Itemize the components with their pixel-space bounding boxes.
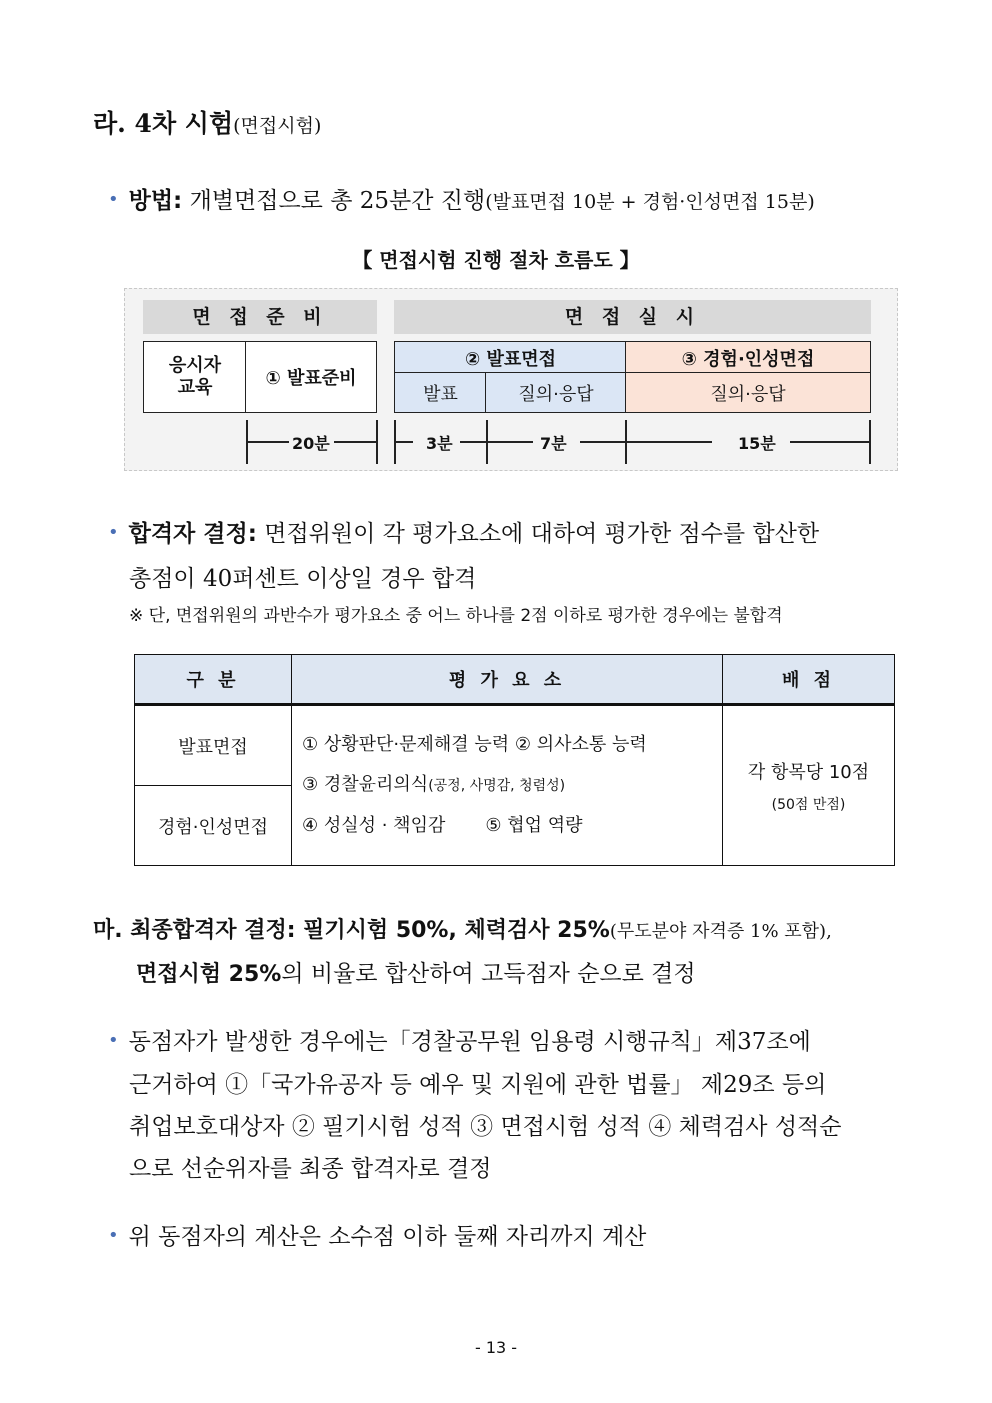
- item-line: ④ 성실성 · 책임감 ⑤ 협업 역량: [302, 815, 583, 836]
- page-number: - 13 -: [474, 1338, 518, 1357]
- score-sub: (50점 만점): [771, 796, 846, 813]
- header-elements: 평 가 요 소: [292, 655, 723, 705]
- method-label: 방법:: [128, 188, 183, 214]
- method-line: [108, 182, 815, 215]
- pass-text-1: 면접위원이 각 평가요소에 대하여 평가한 점수를 합산한: [256, 521, 820, 547]
- timeline-tick: [376, 420, 378, 464]
- table-row: [135, 705, 895, 786]
- bullet-dot-icon: •: [108, 1225, 119, 1246]
- pass-label: 합격자 결정:: [128, 521, 257, 547]
- score-main: 각 항목당 10점: [747, 761, 870, 783]
- section-la-subtitle: (면접시험): [233, 115, 322, 137]
- section-ma-line-1: [93, 913, 832, 944]
- time-present: 3분: [426, 434, 453, 453]
- score-cell: [723, 705, 895, 866]
- section-ma-line-2: [136, 955, 696, 988]
- time-prep: 20분: [292, 434, 330, 453]
- method-detail: (발표면접 10분 + 경험·인성면접 15분): [485, 191, 815, 213]
- tie-text-3: 취업보호대상자 ② 필기시험 성적 ③ 면접시험 성적 ④ 체력검사 성적순: [129, 1114, 842, 1140]
- section-ma-title: 마. 최종합격자 결정: 필기시험 50%, 체력검사 25%: [93, 918, 610, 943]
- evaluation-items: [292, 705, 723, 866]
- timeline-line: [790, 441, 869, 443]
- cell-presentation-interview: ② 발표면접: [394, 341, 627, 374]
- section-la-heading: [93, 104, 321, 140]
- cell-orientation: 응시자 교육: [143, 341, 247, 413]
- pass-note: ※ 단, 면접위원의 과반수가 평가요소 중 어느 하나를 2점 이하로 평가한 경우에는 불합격: [129, 606, 783, 626]
- bullet-dot-icon: •: [108, 1030, 119, 1051]
- evaluation-table: [134, 654, 895, 866]
- item-line: ① 상황판단·문제해결 능력 ② 의사소통 능력: [302, 734, 647, 755]
- timeline-tick: [869, 420, 871, 464]
- section-la-title: 라. 4차 시험: [93, 109, 234, 138]
- method-text: 개별면접으로 총 25분간 진행: [182, 188, 486, 214]
- exec-header: 면 접 실 시: [394, 300, 871, 334]
- flow-title: 【 면접시험 진행 절차 흐름도 】: [352, 248, 640, 272]
- row-presentation: 발표면접: [135, 705, 292, 786]
- table-header-row: [135, 655, 895, 705]
- cell-experience-interview: ③ 경험·인성면접: [625, 341, 871, 374]
- row-experience: 경험·인성면접: [135, 786, 292, 866]
- pass-line-1: [108, 515, 819, 548]
- item-line: [302, 765, 721, 806]
- timeline-line: [460, 441, 486, 443]
- section-ma-interview: 면접시험 25%: [136, 962, 282, 987]
- cell-qa-experience: 질의·응답: [625, 372, 871, 413]
- timeline-line: [487, 441, 533, 443]
- timeline-line: [395, 441, 413, 443]
- tie-text-2: 근거하여 ①「국가유공자 등 예우 및 지원에 관한 법률」 제29조 등의: [129, 1072, 827, 1098]
- time-qa2: 15분: [738, 434, 776, 453]
- item-ethics-detail: (공정, 사명감, 청렴성): [428, 778, 566, 794]
- section-ma-suffix: (무도분야 자격증 1% 포함),: [609, 921, 832, 942]
- tie-text-1: 동점자가 발생한 경우에는「경찰공무원 임용령 시행규칙」제37조에: [128, 1029, 811, 1055]
- tie-line-1: [108, 1023, 811, 1056]
- prep-header: 면 접 준 비: [143, 300, 377, 334]
- calc-text: 위 동점자의 계산은 소수점 이하 둘째 자리까지 계산: [128, 1224, 647, 1250]
- bullet-dot-icon: •: [108, 189, 119, 210]
- timeline-line: [247, 441, 289, 443]
- section-ma-rest: 의 비율로 합산하여 고득점자 순으로 결정: [281, 961, 696, 987]
- cell-prep: ① 발표준비: [245, 341, 377, 413]
- bullet-dot-icon: •: [108, 522, 119, 543]
- header-score: 배 점: [723, 655, 895, 705]
- tie-text-4: 으로 선순위자를 최종 합격자로 결정: [129, 1156, 492, 1182]
- time-qa1: 7분: [540, 434, 567, 453]
- header-category: 구 분: [135, 655, 292, 705]
- timeline-line: [626, 441, 712, 443]
- timeline-line: [580, 441, 625, 443]
- calc-line: [108, 1218, 646, 1251]
- cell-qa-presentation: 질의·응답: [485, 372, 627, 413]
- cell-present: 발표: [394, 372, 487, 413]
- item-ethics: ③ 경찰윤리의식: [302, 774, 429, 795]
- timeline-line: [334, 441, 376, 443]
- pass-text-2: 총점이 40퍼센트 이상일 경우 합격: [129, 566, 477, 592]
